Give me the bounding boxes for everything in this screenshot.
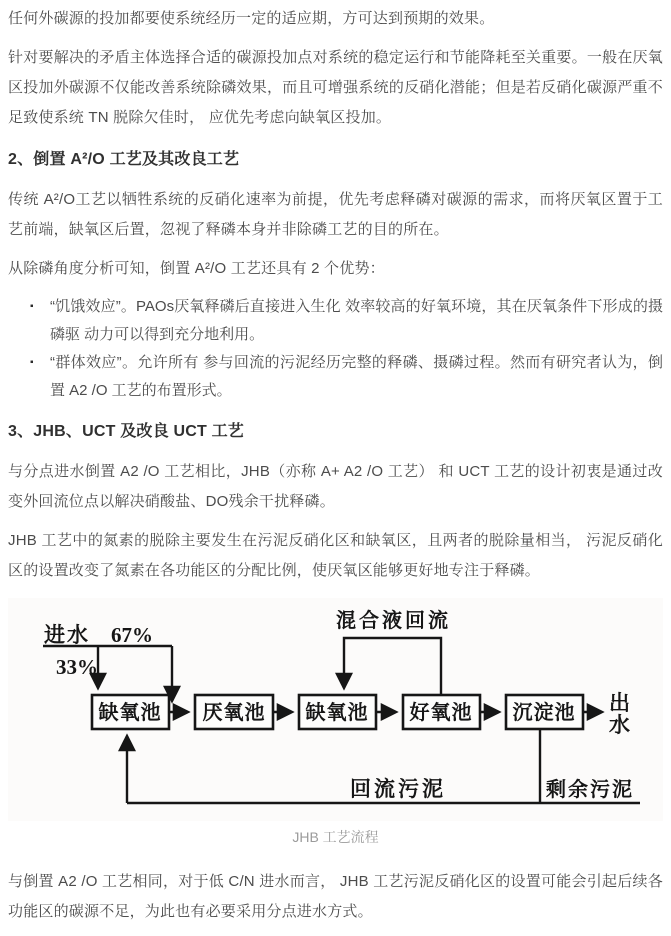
paragraph-jhb-uct-design: 与分点进水倒置 A2 /O 工艺相比，JHB（亦称 A+ A2 /O 工艺） 和 UCT 工艺的设计初衷是通过改变外回流位点以解决硝酸盐、DO残余干扰释磷。 xyxy=(8,463,663,510)
effluent-label-line1: 出 xyxy=(609,691,630,715)
paragraph-traditional-a2o: 传统 A²/O工艺以牺牲系统的反硝化速率为前提，优先考虑释磷对碳源的需求，而将厌氧区置于工艺前端，缺氧区后置，忽视了释磷本身并非除磷工艺的目的所在。 xyxy=(8,191,663,238)
process-boxes xyxy=(92,695,583,729)
list-item-text: “群体效应”。允许所有 参与回流的污泥经历完整的释磷、摄磷过程。然而有研究者认为，倒置 A2 /O 工艺的布置形式。 xyxy=(50,354,663,399)
list-item-text: “饥饿效应”。PAOs厌氧释磷后直接进入生化 效率较高的好氧环境，其在厌氧条件下形成的摄磷驱 动力可以得到充分地利用。 xyxy=(50,298,663,343)
figure-caption: JHB 工艺流程 xyxy=(292,829,379,845)
excess-sludge-label: 剩余污泥 xyxy=(546,779,634,801)
paragraph-intro: 任何外碳源的投加都要使系统经历一定的适应期，方可达到预期的效果。 xyxy=(8,10,495,27)
paragraph-jhb-conclusion: 与倒置 A2 /O 工艺相同，对于低 C/N 进水而言， JHB 工艺污泥反硝化区的设置可能会引起后续各功能区的碳源不足，为此也有必要采用分点进水方式。 xyxy=(8,873,663,920)
mixed-liquor-recycle-line xyxy=(344,638,441,695)
paragraph-jhb-nitrogen: JHB 工艺中的氮素的脱除主要发生在污泥反硝化区和缺氧区，且两者的脱除量相当， 污泥反硝化区的设置改变了氮素在各功能区的分配比例，使厌氧区能够更好地专注于释磷。 xyxy=(8,532,663,579)
anoxic-tank-1-label: 缺氧池 xyxy=(98,702,162,724)
section-heading-inverted-a2o: 2、倒置 A²/O 工艺及其改良工艺 xyxy=(8,151,240,168)
anaerobic-tank-label: 厌氧池 xyxy=(202,702,266,724)
list-item-group-effect xyxy=(30,349,663,405)
bullet-square-icon: ▪ xyxy=(30,301,34,312)
return-sludge-label: 回流污泥 xyxy=(350,777,446,801)
split-major-label: 67% xyxy=(111,623,153,647)
jhb-process-diagram xyxy=(8,598,663,821)
paragraph-advantages-lead: 从除磷角度分析可知，倒置 A²/O 工艺还具有 2 个优势： xyxy=(8,260,385,277)
mixed-liquor-recycle-label: 混合液回流 xyxy=(336,610,451,632)
list-item-starvation-effect xyxy=(30,293,663,349)
settling-tank-label: 沉淀池 xyxy=(512,702,576,724)
advantage-list xyxy=(8,293,663,405)
anoxic-tank-2-label: 缺氧池 xyxy=(305,702,369,724)
paragraph-carbon-dosing: 针对要解决的矛盾主体选择合适的碳源投加点对系统的稳定运行和节能降耗至关重要。一般在厌氧区投加外碳源不仅能改善系统除磷效果，而且可增强系统的反硝化潜能；但是若反硝化碳源严重不足致使系统 TN 脱除欠佳时， 应优先考虑向缺氧区投加。 xyxy=(8,49,663,126)
effluent-label-line2: 水 xyxy=(609,713,630,737)
influent-label: 进水 xyxy=(44,623,90,647)
jhb-flow-diagram-svg xyxy=(8,598,663,816)
section-heading-jhb-uct: 3、JHB、UCT 及改良 UCT 工艺 xyxy=(8,423,245,440)
aerobic-tank-label: 好氧池 xyxy=(409,702,473,724)
bullet-square-icon: ▪ xyxy=(30,357,34,368)
jhb-process-figure xyxy=(8,598,663,847)
split-minor-label: 33% xyxy=(56,655,98,679)
